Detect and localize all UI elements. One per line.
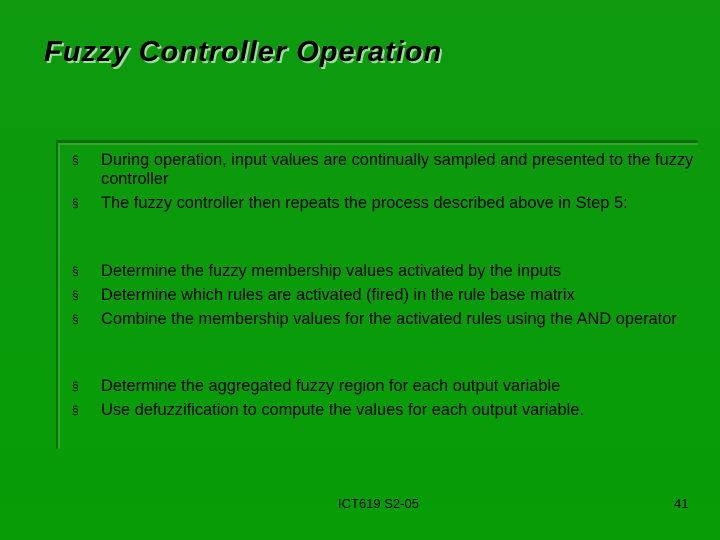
bullet-text: Use defuzzification to compute the values for each output variable.	[101, 401, 584, 419]
bullet-text: Combine the membership values for the activated rules using the AND operator	[101, 310, 677, 328]
bullet-marker-icon: §	[72, 379, 79, 393]
bullet-marker-icon: §	[72, 288, 79, 302]
bullet-item	[72, 310, 702, 329]
bullet-text: The fuzzy controller then repeats the process described above in Step 5:	[101, 194, 628, 212]
bullet-marker-icon: §	[72, 153, 79, 167]
bullet-item	[72, 377, 702, 396]
bullet-marker-icon: §	[72, 196, 79, 210]
bullet-item	[72, 151, 702, 189]
page-number: 41	[674, 496, 689, 511]
bullet-group-1	[72, 151, 702, 218]
bullet-group-3	[72, 377, 702, 425]
footer-course-code: ICT619 S2-05	[338, 496, 419, 511]
bullet-item	[72, 401, 702, 420]
bullet-marker-icon: §	[72, 264, 79, 278]
bullet-item	[72, 286, 702, 305]
bullet-text: Determine the fuzzy membership values activated by the inputs	[101, 262, 562, 280]
bullet-item	[72, 262, 702, 281]
bullet-group-2	[72, 262, 702, 334]
slide-title: Fuzzy Controller Operation	[44, 36, 443, 68]
bullet-marker-icon: §	[72, 312, 79, 326]
bullet-item	[72, 194, 702, 213]
bullet-text: Determine the aggregated fuzzy region for each output variable	[101, 377, 561, 395]
bullet-text: During operation, input values are continually sampled and presented to the fuzzy controller	[101, 151, 694, 188]
bullet-marker-icon: §	[72, 403, 79, 417]
bullet-text: Determine which rules are activated (fired) in the rule base matrix	[101, 286, 575, 304]
